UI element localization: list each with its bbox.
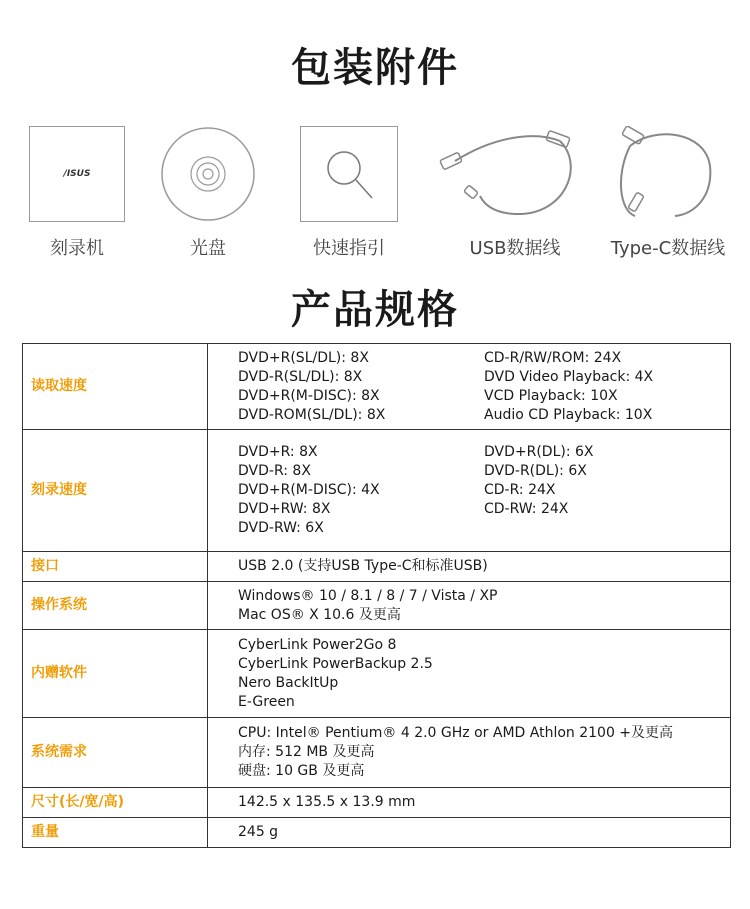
spec-line: CD-R: 24X [484, 482, 556, 498]
table-row [23, 788, 731, 818]
spec-line: Audio CD Playback: 10X [484, 406, 653, 423]
row-key: 重量 [23, 818, 208, 848]
accessory-label-usb-cable: USB数据线 [469, 238, 561, 259]
accessories-title: 包装附件 [291, 45, 459, 91]
table-row [23, 818, 731, 848]
specs-title: 产品规格 [291, 287, 459, 333]
table-row [23, 344, 731, 430]
spec-line: CyberLink PowerBackup 2.5 [238, 655, 433, 672]
spec-line: Nero BackItUp [238, 674, 339, 691]
spec-line: DVD-ROM(SL/DL): 8X [238, 406, 386, 423]
magnifier-icon [300, 126, 398, 222]
spec-line: Windows® 10 / 8.1 / 8 / 7 / Vista / XP [238, 587, 498, 604]
spec-line: 142.5 x 135.5 x 13.9 mm [238, 794, 416, 810]
spec-line: DVD+R(SL/DL): 8X [238, 349, 369, 366]
spec-line: 245 g [238, 824, 279, 840]
table-row [23, 718, 731, 788]
spec-line: E-Green [238, 693, 295, 710]
spec-line: 硬盘: 10 GB 及更高 [238, 763, 365, 779]
spec-line: VCD Playback: 10X [484, 387, 618, 404]
table-row [23, 630, 731, 718]
accessory-label-type-c-cable: Type-C数据线 [610, 238, 726, 259]
burner-drive-image [29, 126, 125, 222]
row-value [208, 630, 731, 718]
accessory-label-guide: 快速指引 [313, 238, 385, 259]
spec-line: DVD+R: 8X [238, 444, 318, 460]
row-value [208, 582, 731, 630]
row-key: 内赠软件 [23, 630, 208, 718]
spec-line: DVD Video Playback: 4X [484, 368, 654, 385]
spec-line: USB 2.0 (支持USB Type-C和标准USB) [238, 558, 488, 574]
spec-line: CPU: Intel® Pentium® 4 2.0 GHz or AMD Athlon 2100 +及更高 [238, 725, 674, 741]
row-key: 尺寸(长/宽/高) [23, 788, 208, 818]
spec-line: DVD+RW: 8X [238, 501, 331, 517]
type-c-cable-icon [605, 126, 725, 222]
spec-line: Mac OS® X 10.6 及更高 [238, 606, 401, 623]
row-value [208, 344, 731, 430]
spec-line: DVD-R(SL/DL): 8X [238, 368, 363, 385]
spec-line: DVD-R(DL): 6X [484, 463, 587, 479]
row-key: 系统需求 [23, 718, 208, 788]
accessory-label-burner: 刻录机 [50, 238, 104, 259]
row-key: 接口 [23, 552, 208, 582]
asus-logo: /ISUS [63, 169, 91, 179]
spec-line: CD-R/RW/ROM: 24X [484, 349, 622, 366]
row-value [208, 430, 731, 552]
spec-line: DVD+R(DL): 6X [484, 444, 594, 460]
quick-guide-image [300, 126, 398, 222]
row-value [208, 718, 731, 788]
row-value [208, 788, 731, 818]
spec-line: CyberLink Power2Go 8 [238, 636, 397, 653]
table-row [23, 552, 731, 582]
row-value [208, 818, 731, 848]
spec-line: DVD+R(M-DISC): 4X [238, 482, 380, 498]
usb-cable-icon [435, 126, 580, 222]
accessory-label-disc: 光盘 [190, 238, 226, 259]
spec-line: DVD-RW: 6X [238, 520, 324, 536]
spec-line: DVD-R: 8X [238, 463, 311, 479]
row-key: 操作系统 [23, 582, 208, 630]
spec-line: DVD+R(M-DISC): 8X [238, 387, 380, 404]
specs-table [22, 343, 731, 848]
row-key: 读取速度 [23, 344, 208, 430]
table-row [23, 430, 731, 552]
spec-line: 内存: 512 MB 及更高 [238, 744, 375, 760]
row-value [208, 552, 731, 582]
disc-icon [160, 126, 256, 222]
table-row [23, 582, 731, 630]
spec-line: CD-RW: 24X [484, 501, 569, 517]
row-key: 刻录速度 [23, 430, 208, 552]
